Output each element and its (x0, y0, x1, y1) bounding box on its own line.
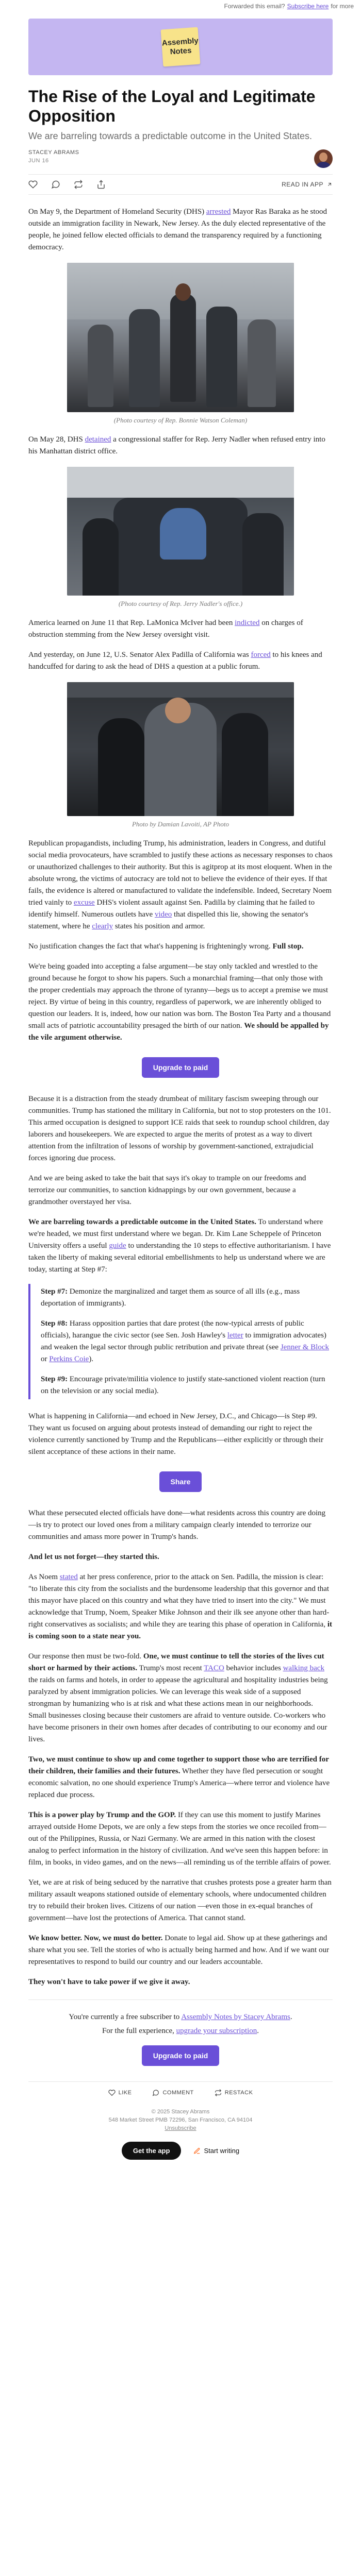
unsubscribe-link[interactable]: Unsubscribe (165, 2125, 196, 2131)
publication-banner[interactable] (28, 19, 333, 75)
link-letter[interactable]: letter (227, 1331, 243, 1340)
paragraph-10: We are barreling towards a predictable outcome in the United States. To understand where we're headed, we must first understand where we began. Dr. Kim Lane Scheppele of Princeton University offers a useful guide to understanding the 10 steps to effective authoritarianism. I have taken the liberty of making several editorial embellishments to help us understand where we are today, starting at Step #7: (28, 1218, 331, 1274)
paragraph-15: Our response then must be two-fold. One, we must continue to tell the stories of the lives cut short or harmed by their actions. Trump's most recent TACO behavior includes walking back the raids on farms and hotels, in order to appease the agricultural and hospitality industries being paralyzed by absent immigration policies. We can leverage this weak side of a supposed strongman by humanizing who is at risk and what these actions mean in our neighborhoods. Small businesses closing because their customers are afraid to venture outside. Co-workers who have become prisoners in their own homes after decades of contributing to our economy and our lives. (28, 1652, 328, 1743)
paragraph-13: And let us not forget—they started this. (28, 1553, 159, 1561)
link-forced[interactable]: forced (251, 651, 271, 659)
paragraph-5: Republican propagandists, including Trump, his administration, leaders in Congress, and dutiful social media provocateurs, have scrambled to justify these actions as necessary responses to chaos or unauthorized challenges to their authority. But this is agitprop at its most eloquent. When in the absolute wrong, the victims of autocracy are told not to believe the evidence of their eyes. If that fails, the evidence is altered or manufactured to validate the indefensible. Indeed, Secretary Noem tried vainly to excuse DHS's violent assault against Sen. Padilla by claiming that he failed to identify himself. Numerous outlets have video that dispelled this lie, showing the senator's statement, where he clearly states his position and armor. (28, 839, 333, 930)
link-guide[interactable]: guide (109, 1242, 126, 1250)
step-8: Step #8: Harass opposition parties that dare protest (the now-typical arrests of public officials), harangue the civic sector (see Sen. Josh Hawley's letter to immigration advocates) and weaken the legal sector through public retribution and private threat (see Jenner & Block or Perkins Coie). (41, 1319, 329, 1363)
paragraph-11: What is happening in California—and echoed in New Jersey, D.C., and Chicago—is Step #9. They want us focused on arguing about protests instead of demanding our right to reject the violence currently sanctioned by Trump and the Republicans—either explicitly or through their silent acceptance of these actions in their name. (28, 1412, 323, 1456)
restack-icon[interactable] (74, 180, 83, 189)
photo-padilla-handcuffed[interactable] (67, 682, 294, 816)
link-taco[interactable]: TACO (204, 1664, 224, 1672)
caption-2: (Photo courtesy of Rep. Jerry Nadler's office.) (118, 600, 243, 607)
caption-1: (Photo courtesy of Rep. Bonnie Watson Coleman) (113, 416, 248, 424)
like-icon[interactable] (28, 180, 38, 189)
publication-logo (161, 27, 201, 67)
forwarded-bar (0, 0, 361, 12)
paragraph-17: This is a power play by Trump and the GOP. If they can use this moment to justify Marines arrayed outside Home Depots, we are only a few steps from the stories we once recoiled from—out of the Philippines, Russia, or Nazi Germany. We are armed in this nation with the closest analog to perfect information in the history of civilization. And we've seen this happen before: in film, in books, in video games, and on the news—all reminding us of the terrible affairs of power. (28, 1811, 331, 1867)
photo-nadler-staffer[interactable] (67, 467, 294, 596)
steps-quote (28, 1284, 333, 1399)
link-clearly[interactable]: clearly (92, 922, 113, 930)
share-button[interactable]: Share (159, 1471, 202, 1492)
upgrade-button-2[interactable]: Upgrade to paid (142, 2045, 220, 2066)
paragraph-19: We know better. Now, we must do better. Donate to legal aid. Show up at these gatherings and share what you see. Tell the stories of who is actually being harmed and how. And if we want our representatives to respond to build our country and our leaders accountable. (28, 1934, 329, 1966)
legal-footer (28, 2108, 333, 2132)
post-subtitle: We are barreling towards a predictable outcome in the United States. (28, 131, 312, 141)
link-detained[interactable]: detained (85, 435, 111, 444)
paragraph-14: As Noem stated at her press conference, prior to the attack on Sen. Padilla, the mission is clear: "to liberate this city from the socialists and the burdensome leadership that this governor and that this mayor have placed on this country and what they have tried to insert into the city." We must acknowledge that Trump, Noem, Speaker Mike Johnson and their ilk see anyone other than hard-right conservatives as socialists; and while they are tearing this phase of operation in California, it is coming soon to a state near you. (28, 1573, 333, 1640)
figure-3 (28, 682, 333, 828)
forwarded-text: Forwarded this email? (224, 3, 285, 10)
subscription-note: You're currently a free subscriber to Assembly Notes by Stacey Abrams. (69, 2013, 292, 2021)
paragraph-4: And yesterday, on June 12, U.S. Senator Alex Padilla of California was forced to his knees and handcuffed for daring to ask the head of DHS a question at a public forum. (28, 651, 322, 671)
read-in-app-label: READ IN APP (282, 181, 323, 188)
link-upgrade-subscription[interactable]: upgrade your subscription (176, 2027, 257, 2035)
upgrade-button-1[interactable]: Upgrade to paid (142, 1057, 220, 1078)
logo-line-1: Assembly (161, 36, 199, 48)
paragraph-6: No justification changes the fact that what's happening is frighteningly wrong. Full stop. (28, 942, 304, 951)
restack-arrows-icon (215, 2089, 222, 2096)
subscription-upgrade-note: For the full experience, upgrade your subscription. (102, 2027, 259, 2035)
footer-restack-button[interactable] (215, 2089, 253, 2096)
footer-actions (28, 2089, 333, 2096)
post-actions-bar (28, 174, 333, 195)
paragraph-16: Two, we must continue to show up and come together to support those who are terrified for their children, their families and their futures. Whether they have fled persecution or sought economic salvation, no one should experience Trump's America—where terror and violence have replaced due process. (28, 1755, 330, 1799)
speech-bubble-icon (152, 2089, 159, 2096)
figure-2 (28, 467, 333, 608)
paragraph-9: And we are being asked to take the bait that says it's okay to trample on our freedoms and terrorize our communities, to sanction kidnappings by our own government, because a grandmother overstayed her visa. (28, 1174, 306, 1206)
link-publication[interactable]: Assembly Notes by Stacey Abrams (181, 2013, 290, 2021)
get-app-button[interactable]: Get the app (122, 2142, 182, 2160)
link-stated[interactable]: stated (59, 1573, 78, 1581)
pencil-icon (193, 2147, 201, 2155)
footer-comment-label: COMMENT (162, 2090, 194, 2096)
post-date: JUN 16 (28, 158, 49, 164)
paragraph-3: America learned on June 11 that Rep. LaMonica McIver had been indicted on charges of obstruction stemming from the New Jersey oversight visit. (28, 619, 303, 639)
address: 548 Market Street PMB 72296, San Francisco, CA 94104 (108, 2117, 253, 2123)
subscribe-link[interactable]: Subscribe here (287, 3, 329, 10)
link-video[interactable]: video (154, 910, 172, 919)
caption-3: Photo by Damian Lavoiti, AP Photo (132, 820, 229, 828)
link-jenner-block[interactable]: Jenner & Block (280, 1343, 329, 1351)
subscribe-suffix: for more (331, 3, 354, 10)
copyright: © 2025 Stacey Abrams (151, 2109, 210, 2115)
logo-line-2: Notes (170, 46, 192, 57)
footer-like-label: LIKE (118, 2090, 132, 2096)
paragraph-20: They won't have to take power if we give it away. (28, 1978, 190, 1986)
footer-comment-button[interactable] (152, 2089, 193, 2096)
figure-1 (28, 263, 333, 425)
share-icon[interactable] (96, 180, 106, 189)
heart-icon (108, 2089, 116, 2096)
footer-restack-label: RESTACK (224, 2090, 253, 2096)
divider (28, 1999, 333, 2000)
step-9: Step #9: Encourage private/militia violence to justify state-sanctioned violent reaction (turn on the television or any social media). (41, 1375, 325, 1395)
read-in-app-button[interactable] (282, 181, 333, 188)
post-title[interactable]: The Rise of the Loyal and Legitimate Opposition (28, 87, 316, 125)
paragraph-7: We're being goaded into accepting a false argument—be stay only tackled and wrestled to the ground because he forgot to show his papers. Such a monarchial framing—that only those with the proper credentials may approach the throne of tyranny—begs us to accept a premise we must reject. By virtue of being in this country, regardless of paperwork, we are inherently obliged to question our leaders. It is, indeed, how our nation was born. The Boston Tea Party and a thousand small acts of patriotic accountability presaged the birth of our nation. We should be appalled by the vile argument otherwise. (28, 962, 331, 1042)
app-promo (28, 2142, 333, 2160)
link-arrested[interactable]: arrested (206, 208, 231, 216)
link-perkins-coie[interactable]: Perkins Coie (49, 1355, 89, 1363)
start-writing-button[interactable] (193, 2142, 239, 2160)
author-name[interactable]: STACEY ABRAMS (28, 149, 79, 156)
paragraph-18: Yet, we are at risk of being seduced by the narrative that crushes protests pose a greater harm than military assault weapons stationed outside of elementary schools, where undocumented children try to rebuild their broken lives. Citizens of our nation —even those in ex-equal branches of government—have lost the protections of America. That cannot stand. (28, 1878, 332, 1922)
link-walking-back[interactable]: walking back (283, 1664, 324, 1672)
link-indicted[interactable]: indicted (235, 619, 260, 627)
start-writing-label: Start writing (204, 2147, 240, 2155)
paragraph-8: Because it is a distraction from the steady drumbeat of military fascism sweeping through our communities. Trump has stationed the military in California, but not to stop protesters on the 101. This armed occupation is designed to support ICE raids that seek to roundup school children, day laborers and housekeepers. We are expected to argue the merits of protest as a way to divert attention from the infiltration of lessons of worship by government-sanctioned, extrajudicial forces ignoring due process. (28, 1095, 331, 1162)
photo-baraka-arrest[interactable] (67, 263, 294, 412)
byline (28, 149, 333, 164)
divider-2 (28, 2081, 333, 2082)
paragraph-12: What these persecuted elected officials have done—what residents across this country are doing—is try to protect our loved ones from a military campaign clearly intended to terrorize our communities and amass more power in Trump's hands. (28, 1509, 326, 1541)
footer-like-button[interactable] (108, 2089, 132, 2096)
comment-icon[interactable] (51, 180, 60, 189)
step-7: Step #7: Demonize the marginalized and target them as source of all ills (e.g., mass deportation of immigrants). (41, 1287, 300, 1308)
link-excuse[interactable]: excuse (73, 899, 95, 907)
external-arrow-icon (326, 181, 333, 188)
post-container (28, 19, 333, 2160)
author-avatar[interactable] (314, 149, 333, 168)
paragraph-2: On May 28, DHS detained a congressional staffer for Rep. Jerry Nadler when refused entry into his Manhattan district office. (28, 435, 325, 455)
paragraph-1: On May 9, the Department of Homeland Security (DHS) arrested Mayor Ras Baraka as he stood outside an immigration facility in Newark, New Jersey. As the duly elected representative of the people, he joined fellow elected officials to demand the transparency required by a functioning democracy. (28, 208, 327, 251)
